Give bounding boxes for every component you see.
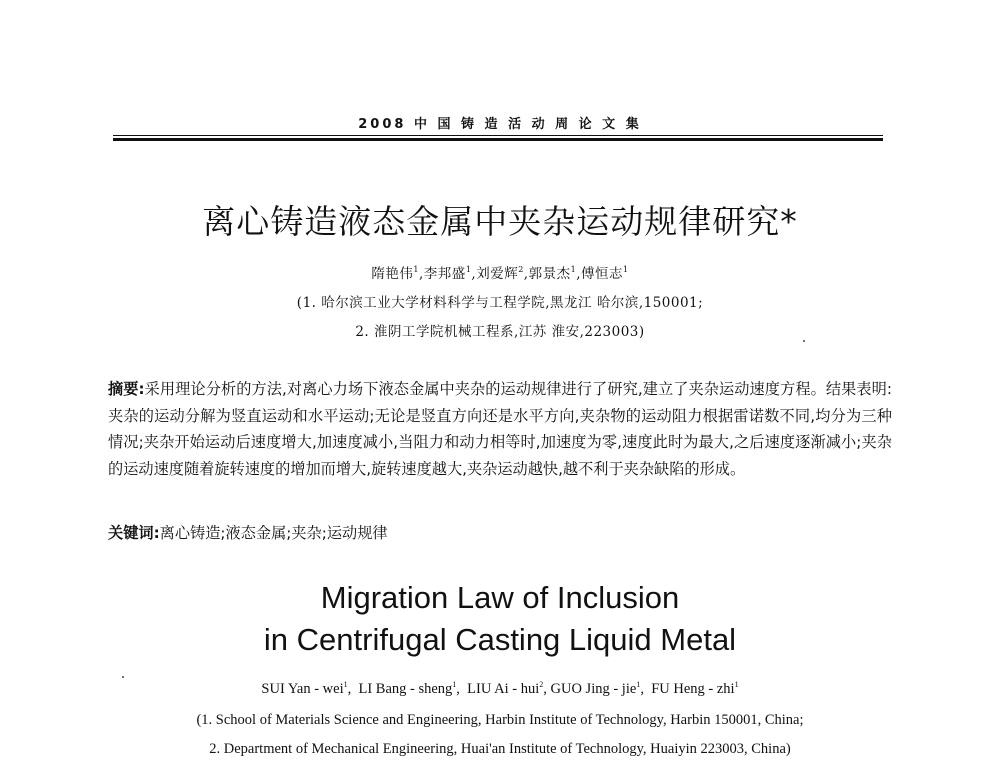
author-affiliation-mark: 1 [734, 680, 739, 689]
chinese-affiliation-2: 2. 淮阴工学院机械工程系,江苏 淮安,223003) [355, 324, 645, 340]
english-author: SUI Yan - wei [261, 681, 344, 697]
header-rule-thick [113, 138, 883, 141]
keywords-label: 关键词: [108, 524, 160, 542]
author-affiliation-mark: 1 [570, 265, 577, 274]
author-affiliation-mark: 1 [343, 680, 348, 689]
english-author: LIU Ai - hui [467, 681, 540, 697]
english-title-line-2: in Centrifugal Casting Liquid Metal [263, 622, 737, 657]
english-author: FU Heng - zhi [651, 681, 735, 697]
author-affiliation-mark: 1 [413, 265, 420, 274]
author-affiliation-mark: 2 [539, 680, 544, 689]
english-authors: SUI Yan - wei$^1$, LI Bang - sheng$^1$, LIU Ai - hui$^2$, GUO Jing - jie$^1$, FU Heng - zhi$^1$ [261, 680, 739, 697]
chinese-authors: 隋艳伟$^1$,李邦盛$^1$,刘爱辉$^2$,郭景杰$^1$,傅恒志$^1$ [371, 265, 629, 282]
keywords-text: 离心铸造;液态金属;夹杂;运动规律 [159, 524, 388, 542]
chinese-title: 离心铸造液态金属中夹杂运动规律研究* [202, 202, 798, 241]
chinese-author: 傅恒志 [580, 266, 623, 282]
chinese-author: 隋艳伟 [371, 266, 414, 282]
abstract-label: 摘要: [108, 380, 145, 398]
english-affiliation-1: (1. School of Materials Science and Engineering, Harbin Institute of Technology, Harbin 150001, China; [196, 712, 804, 728]
running-header: 2008 中 国 铸 造 活 动 周 论 文 集 [358, 117, 642, 132]
chinese-keywords [108, 522, 892, 544]
author-affiliation-mark: 1 [465, 265, 472, 274]
author-affiliation-mark: 1 [622, 265, 629, 274]
english-affiliation-2: 2. Department of Mechanical Engineering, Huai'an Institute of Technology, Huaiyin 223003, China) [209, 741, 791, 757]
chinese-author: 李邦盛 [423, 266, 466, 282]
author-affiliation-mark: 2 [518, 265, 524, 274]
header-rule-thin [113, 135, 883, 136]
chinese-affiliation-1: (1. 哈尔滨工业大学材料科学与工程学院,黑龙江 哈尔滨,150001; [296, 295, 704, 311]
chinese-author: 郭景杰 [528, 266, 571, 282]
author-affiliation-mark: 1 [636, 680, 641, 689]
english-author: GUO Jing - jie [550, 681, 637, 697]
chinese-abstract [108, 376, 892, 482]
scan-speck [122, 676, 124, 678]
chinese-author: 刘爱辉 [476, 266, 519, 282]
author-affiliation-mark: 1 [452, 680, 457, 689]
scan-speck [803, 340, 805, 342]
english-author: LI Bang - sheng [358, 681, 453, 697]
english-title-line-1: Migration Law of Inclusion [320, 580, 680, 615]
abstract-text: 采用理论分析的方法,对离心力场下液态金属中夹杂的运动规律进行了研究,建立了夹杂运动速度方程。结果表明:夹杂的运动分解为竖直运动和水平运动;无论是竖直方向还是水平方向,夹杂物的运动阻力根据雷诺数不同,均分为三种情况;夹杂开始运动后速度增大,加速度减小,当阻力和动力相等时,加速度为零,速度此时为最大,之后速度逐渐减小;夹杂的运动速度随着旋转速度的增加而增大,旋转速度越大,夹杂运动越快,越不利于夹杂缺陷的形成。 [108, 380, 892, 478]
